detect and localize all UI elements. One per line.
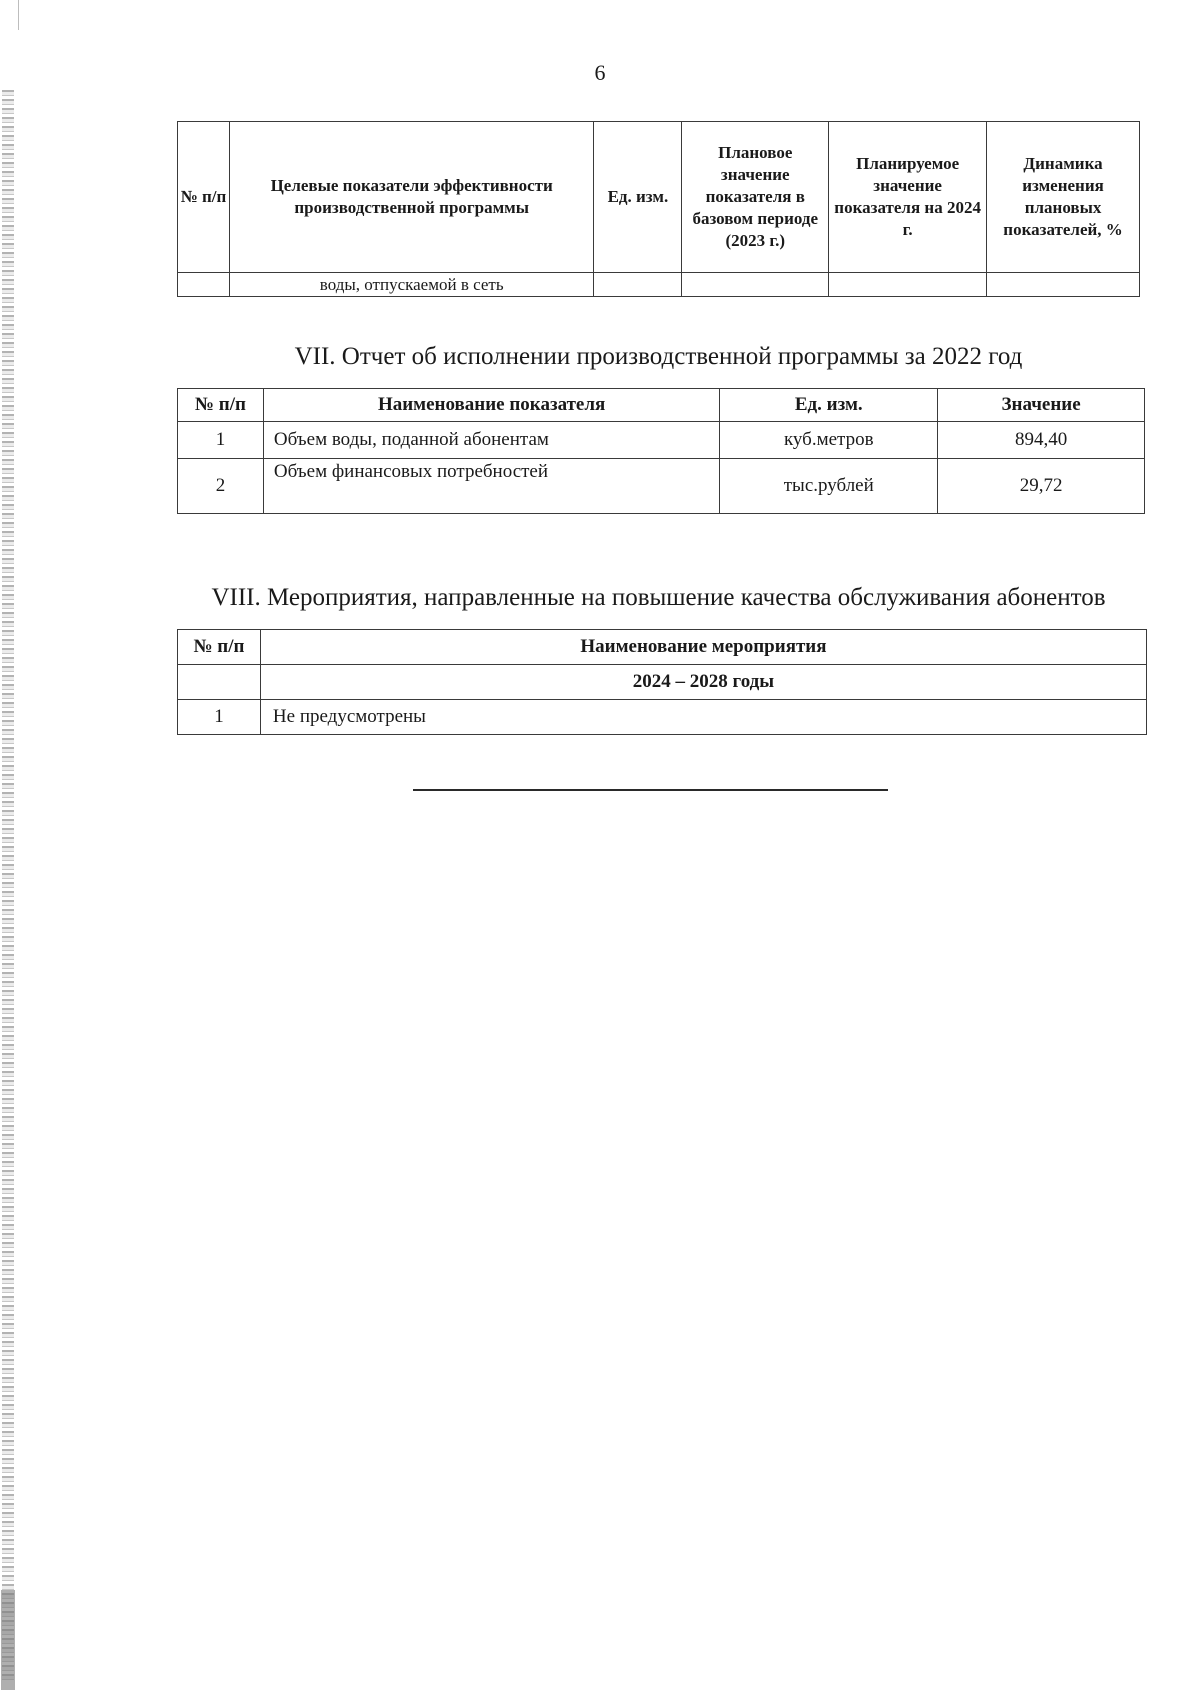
- period-label: 2024 – 2028 годы: [260, 665, 1146, 700]
- table-row: [178, 459, 1145, 514]
- header-num: № п/п: [178, 389, 264, 422]
- header-value: Значение: [938, 389, 1145, 422]
- table-row: [178, 665, 1147, 700]
- header-indicator-name: Наименование показателя: [263, 389, 719, 422]
- table-header-row: [178, 122, 1140, 273]
- end-divider: [413, 789, 888, 791]
- cell-value: 894,40: [938, 422, 1145, 459]
- cell-base-value: [682, 273, 829, 297]
- cell-indicator-name: Объем финансовых потребностей: [263, 459, 719, 514]
- measures-table: [177, 629, 1147, 735]
- cell-dynamics: [987, 273, 1140, 297]
- table-header-row: [178, 389, 1145, 422]
- cell-indicator-name: Объем воды, поданной абонентам: [263, 422, 719, 459]
- header-planned-value: Планируемое значение показателя на 2024 г.: [829, 122, 987, 273]
- cell-planned-value: [829, 273, 987, 297]
- scan-strip-dark: [1, 1590, 15, 1690]
- scan-line: [18, 0, 19, 30]
- header-unit: Ед. изм.: [720, 389, 938, 422]
- header-base-value: Плановое значение показателя в базовом периоде (2023 г.): [682, 122, 829, 273]
- cell-indicator-name: воды, отпускаемой в сеть: [229, 273, 594, 297]
- report-table: [177, 388, 1145, 514]
- page-number: 6: [594, 60, 606, 85]
- section-vii-title: VII. Отчет об исполнении производственной программы за 2022 год: [294, 343, 1023, 370]
- scan-strip: [2, 90, 14, 1680]
- cell-num: [178, 273, 230, 297]
- scan-edge-artifact: [0, 0, 22, 1697]
- section-viii-title: VIII. Мероприятия, направленные на повышение качества обслуживания абонентов: [211, 584, 1106, 611]
- header-num: № п/п: [178, 630, 261, 665]
- table-row: [178, 422, 1145, 459]
- table-row: [178, 700, 1147, 735]
- table-row: [178, 273, 1140, 297]
- indicators-table: [177, 121, 1140, 297]
- cell-num: 1: [178, 700, 261, 735]
- cell-value: 29,72: [938, 459, 1145, 514]
- header-indicator-name: Целевые показатели эффективности производственной программы: [229, 122, 594, 273]
- cell-unit: тыс.рублей: [720, 459, 938, 514]
- table-header-row: [178, 630, 1147, 665]
- cell-unit: куб.метров: [720, 422, 938, 459]
- cell-unit: [594, 273, 682, 297]
- header-num: № п/п: [178, 122, 230, 273]
- header-measure-name: Наименование мероприятия: [260, 630, 1146, 665]
- cell-num: 2: [178, 459, 264, 514]
- header-unit: Ед. изм.: [594, 122, 682, 273]
- cell-empty: [178, 665, 261, 700]
- header-dynamics: Динамика изменения плановых показателей, %: [987, 122, 1140, 273]
- cell-measure-name: Не предусмотрены: [260, 700, 1146, 735]
- cell-num: 1: [178, 422, 264, 459]
